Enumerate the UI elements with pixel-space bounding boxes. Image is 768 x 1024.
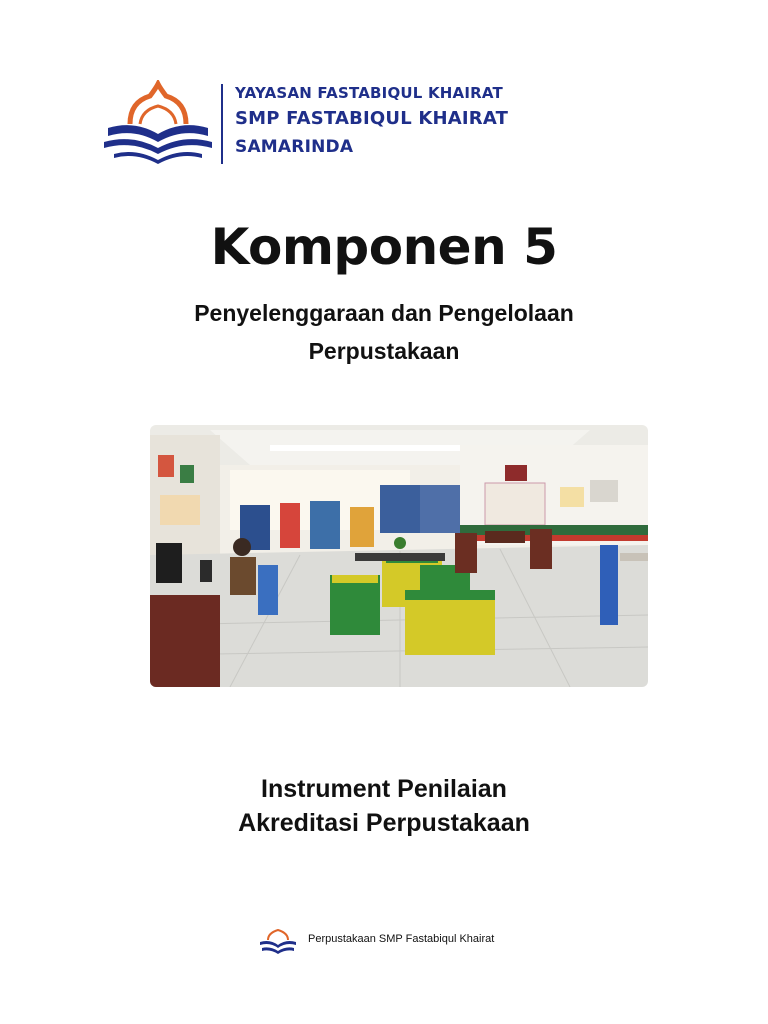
school-name: SMP FASTABIQUL KHAIRAT	[235, 108, 509, 129]
school-header	[100, 80, 570, 170]
subtitle-line2: Perpustakaan	[308, 338, 460, 364]
page-footer	[258, 926, 558, 956]
organization-name	[235, 82, 508, 160]
foundation-name: YAYASAN FASTABIQUL KHAIRAT	[235, 84, 503, 102]
library-photo	[150, 425, 648, 687]
instrument-line1: Instrument Penilaian	[261, 775, 507, 803]
instrument-title	[0, 772, 768, 840]
library-room-photo-icon	[150, 425, 648, 687]
city-name: SAMARINDA	[235, 137, 354, 157]
subtitle-line1: Penyelenggaraan dan Pengelolaan	[194, 300, 574, 326]
page-subtitle	[0, 294, 768, 370]
instrument-line2: Akreditasi Perpustakaan	[238, 809, 530, 837]
footer-text: Perpustakaan SMP Fastabiqul Khairat	[308, 933, 495, 945]
footer-book-logo-icon	[258, 926, 298, 956]
header-divider	[221, 84, 223, 164]
book-dome-logo-icon	[100, 80, 216, 166]
page-title: Komponen 5	[210, 218, 558, 276]
